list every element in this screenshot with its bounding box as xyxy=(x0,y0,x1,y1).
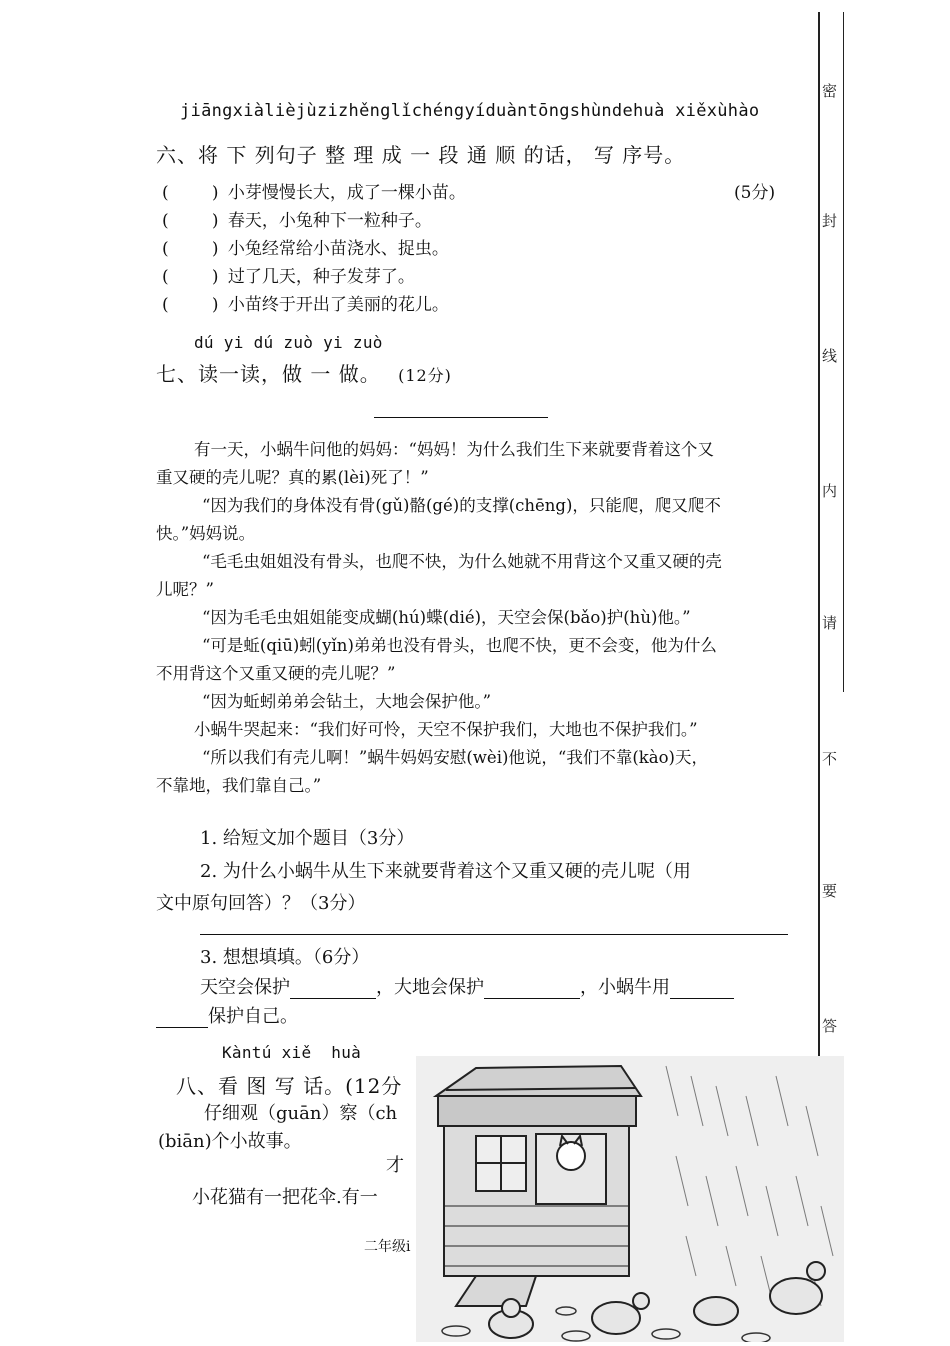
fill-line-2 xyxy=(156,1002,298,1028)
order-blank[interactable]: ( ) xyxy=(162,239,219,259)
story-line: 有一天，小蜗牛问他的妈妈：“妈妈！为什么我们生下来就要背着这个又 xyxy=(194,440,714,459)
section6-title: 六、将 下 列句子 整 理 成 一 段 通 顺 的话， 写 序号。 xyxy=(156,143,686,167)
fill-blank-sky[interactable] xyxy=(290,980,376,999)
pinyin-section8: Kàntú xiě huà xyxy=(222,1043,362,1062)
footer-text: 二年级i xyxy=(364,1239,411,1255)
sentence-text: 春天，小兔种下一粒种子。 xyxy=(227,211,432,231)
house xyxy=(436,1066,641,1306)
margin-char-5: 请 xyxy=(822,614,838,632)
fill-text-3: ，小蜗牛用 xyxy=(580,977,670,998)
pinyin-section7: dú yi dú zuò yi zuò xyxy=(194,333,383,352)
pinyin-section6: jiāngxiàlièjùzizhěnglǐchéngyíduàntōngshùndehuà xiěxùhào xyxy=(180,101,760,121)
section8-story-start: 小花猫有一把花伞.有一 xyxy=(192,1187,378,1208)
story-line: 儿呢？” xyxy=(156,580,214,599)
story-line: “因为毛毛虫姐姐能变成蝴(hú)蝶(dié)，天空会保(bǎo)护(hù)他。” xyxy=(202,608,691,627)
margin-line-right xyxy=(843,12,844,692)
question-2-line1: 2. 为什么小蜗牛从生下来就要背着这个又重又硬的壳儿呢（用 xyxy=(200,861,691,882)
story-passage xyxy=(156,436,796,800)
section6-item xyxy=(162,290,449,315)
sentence-text: 过了几天，种子发芽了。 xyxy=(227,267,415,287)
order-blank[interactable]: ( ) xyxy=(162,211,219,231)
question-3: 3. 想想填填。（6分） xyxy=(200,947,370,968)
story-line: 不用背这个又重又硬的壳儿呢？” xyxy=(156,664,396,683)
sentence-text: 小兔经常给小苗浇水、捉虫。 xyxy=(227,239,449,259)
illustration-drawing xyxy=(416,1056,844,1342)
question-2-line2: 文中原句回答）？（3分） xyxy=(156,893,366,914)
fill-blank-snail[interactable] xyxy=(670,980,734,999)
story-line: “所以我们有壳儿啊！”蜗牛妈妈安慰(wèi)他说，“我们不靠(kào)天， xyxy=(202,748,708,767)
section7-score: (12分) xyxy=(398,366,452,385)
margin-char-7: 要 xyxy=(822,882,838,900)
story-line: 快。”妈妈说。 xyxy=(156,524,256,543)
sentence-text: 小苗终于开出了美丽的花儿。 xyxy=(227,295,449,315)
section6-item xyxy=(162,206,432,231)
question-1: 1. 给短文加个题目（3分） xyxy=(200,828,415,849)
story-line: “因为我们的身体没有骨(gǔ)骼(gé)的支撑(chēng)，只能爬，爬又爬不 xyxy=(202,496,721,515)
story-line: “毛毛虫姐姐没有骨头，也爬不快，为什么她就不用背这个又重又硬的壳 xyxy=(202,552,722,571)
sentence-text: 小芽慢慢长大，成了一棵小苗。 xyxy=(227,183,466,203)
story-line: “可是蚯(qiū)蚓(yǐn)弟弟也没有骨头，也爬不快，更不会变，他为什么 xyxy=(202,636,717,655)
section6-item xyxy=(162,262,415,287)
margin-char-6: 不 xyxy=(822,750,838,768)
section7-title-text: 七、读一读，做 一 做。 xyxy=(156,362,381,386)
story-line: 不靠地，我们靠自己。” xyxy=(156,776,322,795)
section8-line2: (biān)个小故事。 xyxy=(158,1131,302,1152)
story-line: 小蜗牛哭起来：“我们好可怜，天空不保护我们，大地也不保护我们。” xyxy=(194,720,698,739)
fill-text-1: 天空会保护 xyxy=(200,977,290,998)
story-title-blank[interactable] xyxy=(374,417,548,418)
section6-score: (5分) xyxy=(734,183,776,203)
margin-char-4: 内 xyxy=(822,482,838,500)
section8-line1: 仔细观（guān）察（ch xyxy=(204,1103,398,1124)
fill-line xyxy=(200,973,734,999)
question-2-answer-line[interactable] xyxy=(200,934,788,935)
order-blank[interactable]: ( ) xyxy=(162,295,219,315)
order-blank[interactable]: ( ) xyxy=(162,267,219,287)
section6-item xyxy=(162,234,449,259)
story-line: “因为蚯蚓弟弟会钻土，大地会保护他。” xyxy=(202,692,492,711)
cat-house-rain-illustration xyxy=(416,1056,844,1342)
fill-text-2: ，大地会保护 xyxy=(376,977,484,998)
story-line: 重又硬的壳儿呢？真的累(lèi)死了！” xyxy=(156,468,429,487)
fill-blank-snail-cont[interactable] xyxy=(156,1009,208,1028)
order-blank[interactable]: ( ) xyxy=(162,183,219,203)
section8-title: 八、看 图 写 话。(12分 xyxy=(176,1074,403,1098)
margin-char-1: 密 xyxy=(822,82,838,100)
margin-char-8: 答 xyxy=(822,1017,838,1035)
fill-blank-earth[interactable] xyxy=(484,980,580,999)
section7-title xyxy=(156,358,452,387)
section6-item xyxy=(162,178,466,203)
margin-char-2: 封 xyxy=(822,212,838,230)
section8-fragment: 才 xyxy=(386,1155,404,1176)
margin-char-3: 线 xyxy=(822,347,838,365)
fill-text-4: 保护自己。 xyxy=(208,1006,298,1027)
